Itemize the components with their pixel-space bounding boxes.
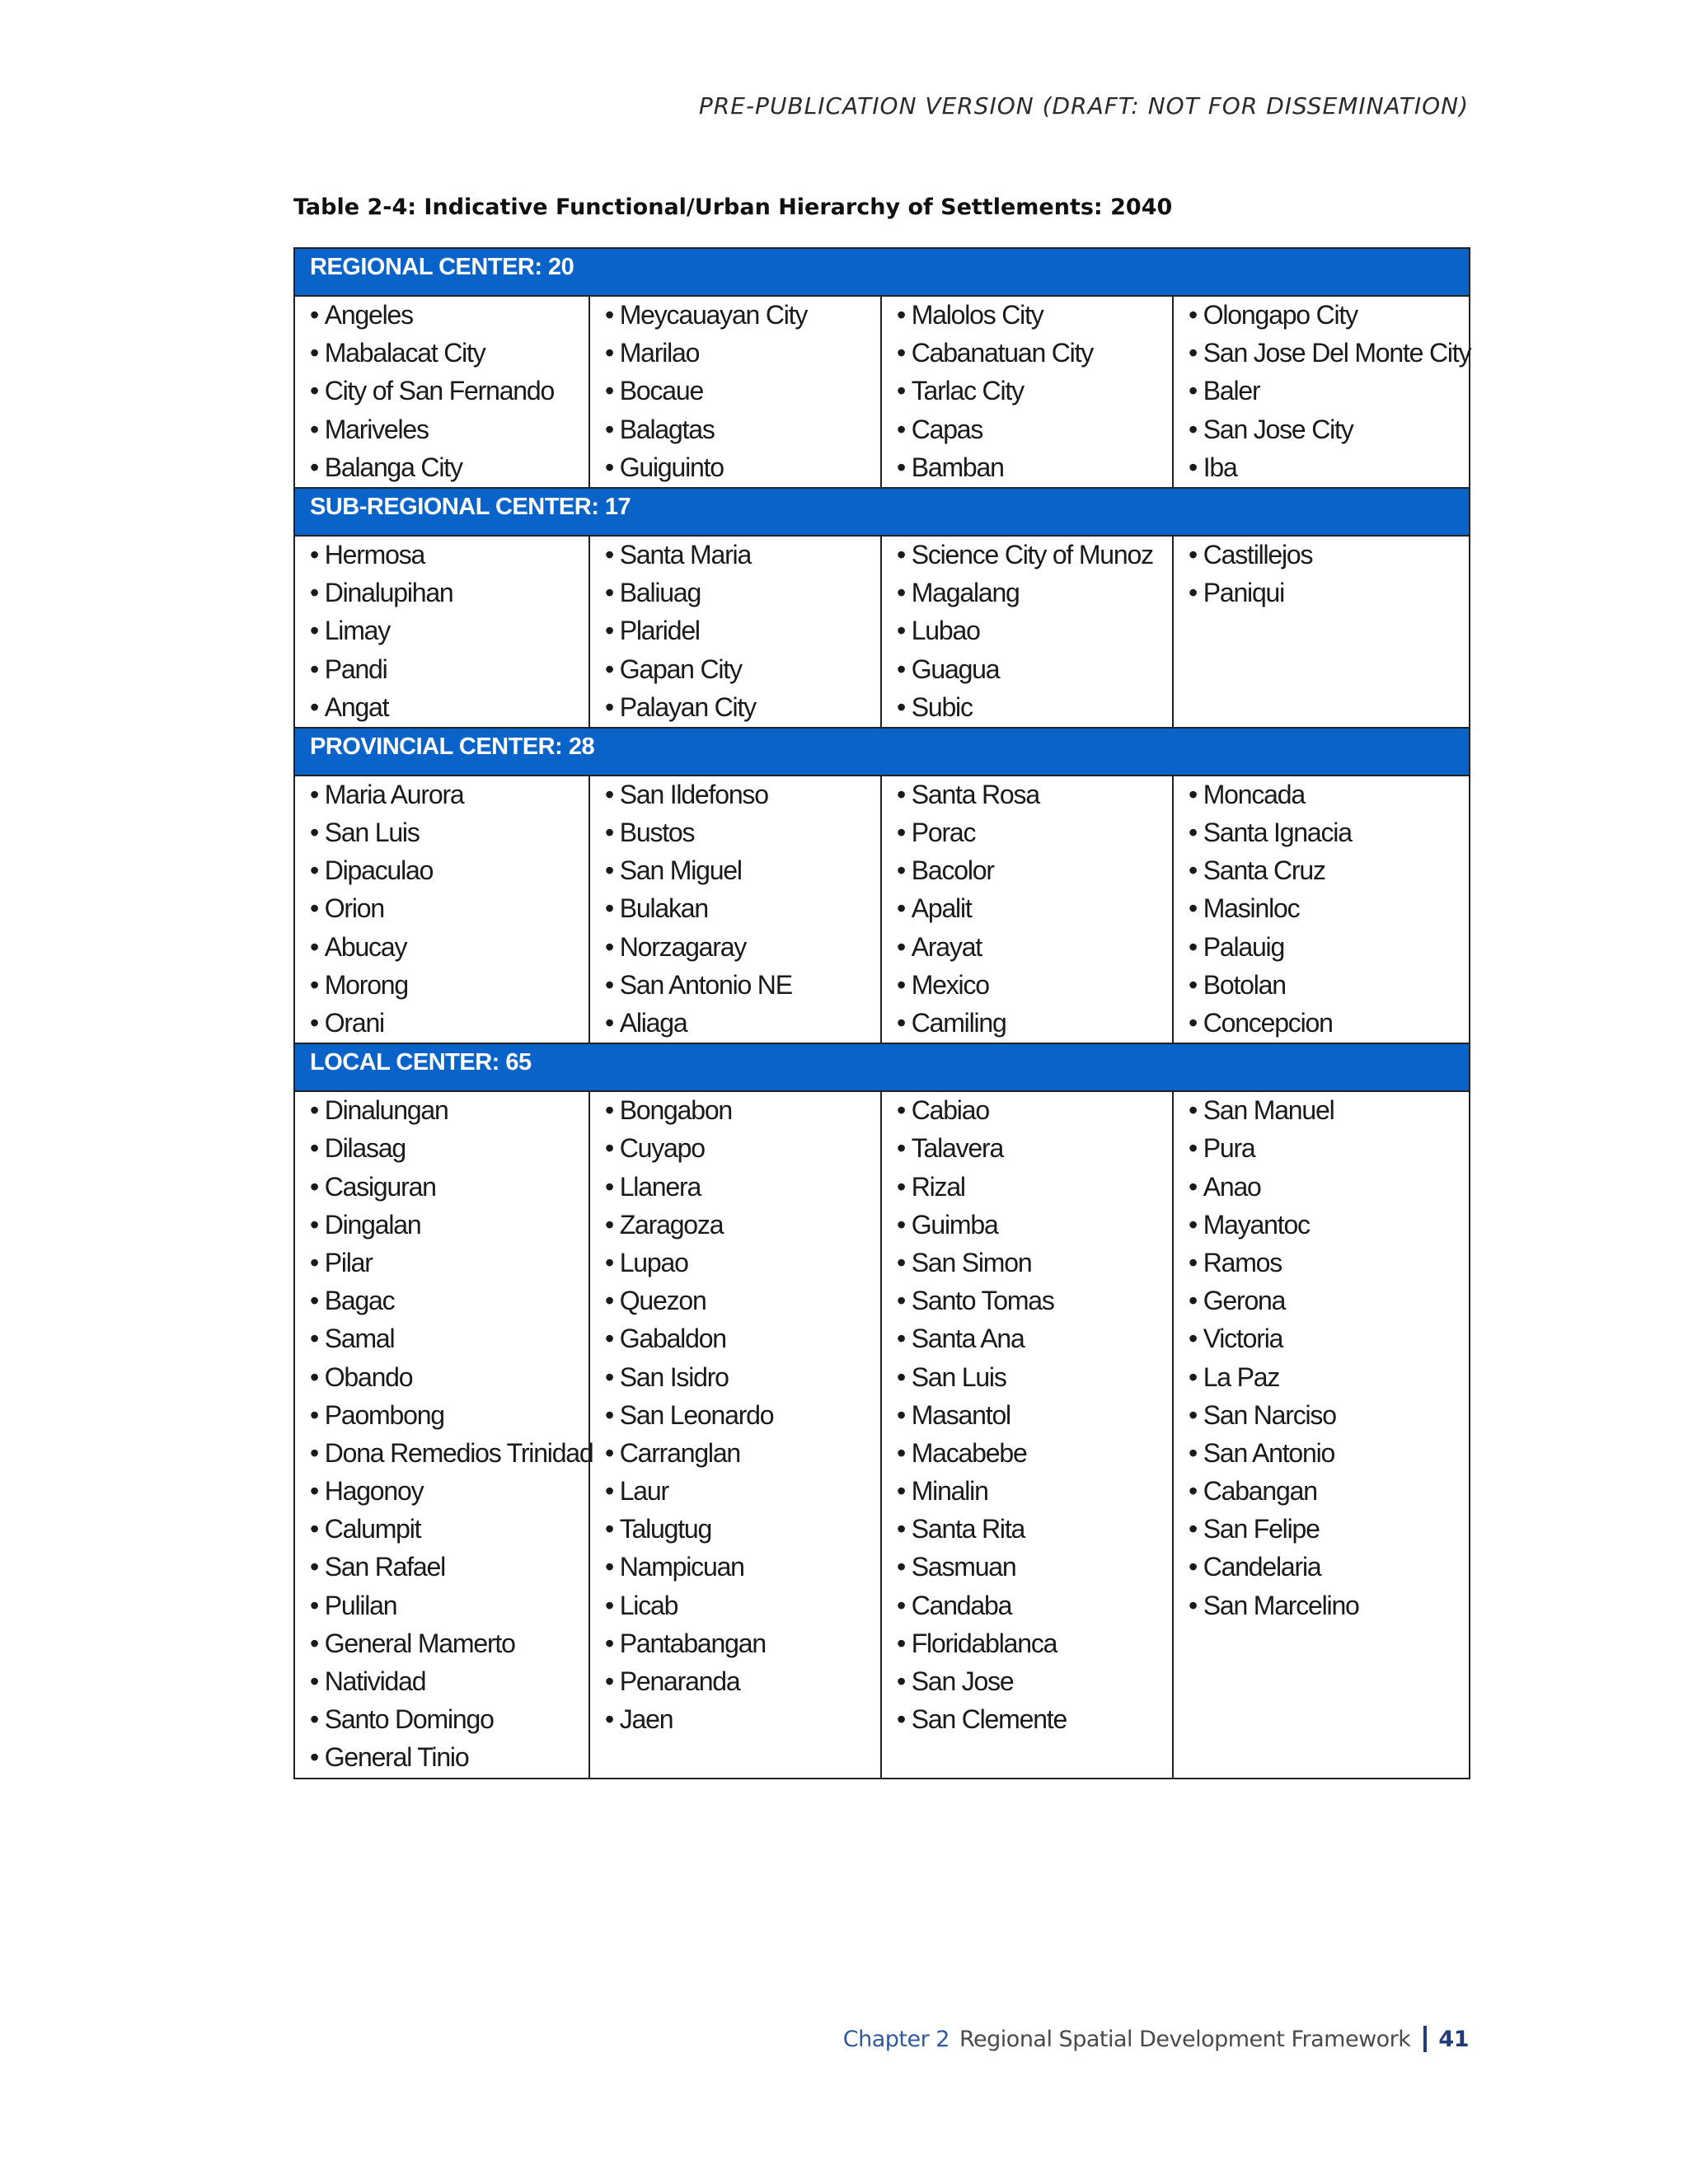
settlement-item: • Bustos bbox=[605, 814, 880, 852]
section-heading: REGIONAL CENTER: 20 bbox=[294, 248, 1470, 296]
settlement-column bbox=[589, 296, 881, 488]
settlement-hierarchy-table bbox=[293, 247, 1470, 1779]
settlement-item: • Moncada bbox=[1189, 776, 1469, 814]
section-header-row bbox=[294, 1043, 1470, 1091]
settlement-item: • Baler bbox=[1189, 373, 1469, 410]
section-heading: PROVINCIAL CENTER: 28 bbox=[294, 728, 1470, 776]
settlement-list bbox=[590, 537, 880, 727]
settlement-column bbox=[881, 296, 1173, 488]
settlement-item: • San Isidro bbox=[605, 1359, 880, 1397]
page-footer bbox=[843, 2026, 1469, 2052]
settlement-item: • Dingalan bbox=[310, 1207, 588, 1244]
settlement-item: • Masinloc bbox=[1189, 890, 1469, 928]
settlement-item: • Nampicuan bbox=[605, 1549, 880, 1586]
settlement-item: • Calumpit bbox=[310, 1511, 588, 1549]
settlement-item: • San Miguel bbox=[605, 852, 880, 890]
settlement-item: • Santo Domingo bbox=[310, 1701, 588, 1739]
section-body-row bbox=[294, 536, 1470, 728]
settlement-item: • Capas bbox=[897, 411, 1172, 449]
settlement-item: • Floridablanca bbox=[897, 1625, 1172, 1663]
settlement-item: • Santa Cruz bbox=[1189, 852, 1469, 890]
settlement-item: • San Antonio bbox=[1189, 1435, 1469, 1473]
settlement-item: • Cabangan bbox=[1189, 1473, 1469, 1511]
settlement-item: • Pantabangan bbox=[605, 1625, 880, 1663]
settlement-item: • Quezon bbox=[605, 1282, 880, 1320]
settlement-item: • Concepcion bbox=[1189, 1005, 1469, 1043]
settlement-item: • San Narciso bbox=[1189, 1397, 1469, 1435]
settlement-list bbox=[882, 297, 1172, 487]
settlement-item: • La Paz bbox=[1189, 1359, 1469, 1397]
settlement-column bbox=[1173, 296, 1470, 488]
settlement-item: • Hermosa bbox=[310, 537, 588, 574]
settlement-item: • San Simon bbox=[897, 1244, 1172, 1282]
settlement-column bbox=[294, 296, 589, 488]
settlement-item: • Palayan City bbox=[605, 689, 880, 727]
settlement-list bbox=[590, 776, 880, 1043]
settlement-item: • Palauig bbox=[1189, 929, 1469, 967]
settlement-item: • San Jose bbox=[897, 1663, 1172, 1701]
settlement-column bbox=[294, 536, 589, 728]
settlement-item: • Iba bbox=[1189, 449, 1469, 487]
settlement-item: • Llanera bbox=[605, 1169, 880, 1207]
settlement-item: • Sasmuan bbox=[897, 1549, 1172, 1586]
settlement-column bbox=[1173, 536, 1470, 728]
settlement-item: • Bocaue bbox=[605, 373, 880, 410]
settlement-item: • Aliaga bbox=[605, 1005, 880, 1043]
settlement-list bbox=[590, 1092, 880, 1739]
settlement-item: • Gabaldon bbox=[605, 1320, 880, 1358]
settlement-item: • Samal bbox=[310, 1320, 588, 1358]
settlement-item: • City of San Fernando bbox=[310, 373, 588, 410]
settlement-item: • Dipaculao bbox=[310, 852, 588, 890]
settlement-item: • Castillejos bbox=[1189, 537, 1469, 574]
settlement-item: • Gapan City bbox=[605, 651, 880, 689]
settlement-item: • Apalit bbox=[897, 890, 1172, 928]
settlement-item: • Anao bbox=[1189, 1169, 1469, 1207]
settlement-item: • Orani bbox=[310, 1005, 588, 1043]
settlement-item: • Meycauayan City bbox=[605, 297, 880, 335]
settlement-item: • Dinalungan bbox=[310, 1092, 588, 1130]
settlement-item: • Jaen bbox=[605, 1701, 880, 1739]
settlement-item: • Bongabon bbox=[605, 1092, 880, 1130]
settlement-item: • Paniqui bbox=[1189, 574, 1469, 612]
settlement-item: • Zaragoza bbox=[605, 1207, 880, 1244]
section-header-row bbox=[294, 728, 1470, 776]
settlement-item: • Santa Rita bbox=[897, 1511, 1172, 1549]
settlement-item: • Talavera bbox=[897, 1130, 1172, 1168]
settlement-item: • Laur bbox=[605, 1473, 880, 1511]
section-heading: LOCAL CENTER: 65 bbox=[294, 1043, 1470, 1091]
settlement-item: • Pandi bbox=[310, 651, 588, 689]
settlement-column bbox=[881, 536, 1173, 728]
settlement-item: • Penaranda bbox=[605, 1663, 880, 1701]
settlement-item: • Norzagaray bbox=[605, 929, 880, 967]
settlement-item: • Orion bbox=[310, 890, 588, 928]
settlement-item: • San Luis bbox=[897, 1359, 1172, 1397]
settlement-item: • San Rafael bbox=[310, 1549, 588, 1586]
settlement-item: • Bagac bbox=[310, 1282, 588, 1320]
footer-chapter: Chapter 2 bbox=[842, 2026, 950, 2052]
settlement-column bbox=[589, 1091, 881, 1778]
settlement-item: • Cuyapo bbox=[605, 1130, 880, 1168]
settlement-column bbox=[1173, 1091, 1470, 1778]
settlement-item: • Santa Rosa bbox=[897, 776, 1172, 814]
settlement-item: • San Marcelino bbox=[1189, 1587, 1469, 1625]
settlement-item: • Cabanatuan City bbox=[897, 335, 1172, 373]
header-note: PRE-PUBLICATION VERSION (DRAFT: NOT FOR DISSEMINATION) bbox=[698, 92, 1469, 120]
settlement-item: • Masantol bbox=[897, 1397, 1172, 1435]
settlement-item: • Porac bbox=[897, 814, 1172, 852]
settlement-list bbox=[295, 1092, 593, 1777]
section-header-row bbox=[294, 248, 1470, 296]
settlement-item: • Victoria bbox=[1189, 1320, 1469, 1358]
settlement-item: • San Felipe bbox=[1189, 1511, 1469, 1549]
settlement-item: • Balagtas bbox=[605, 411, 880, 449]
settlement-item: • Lupao bbox=[605, 1244, 880, 1282]
settlement-item: • Mexico bbox=[897, 967, 1172, 1005]
settlement-list bbox=[1174, 776, 1469, 1043]
settlement-item: • Santa Ignacia bbox=[1189, 814, 1469, 852]
settlement-item: • Licab bbox=[605, 1587, 880, 1625]
settlement-item: • Paombong bbox=[310, 1397, 588, 1435]
settlement-item: • Science City of Munoz bbox=[897, 537, 1172, 574]
settlement-item: • Ramos bbox=[1189, 1244, 1469, 1282]
settlement-item: • Mariveles bbox=[310, 411, 588, 449]
settlement-item: • Bamban bbox=[897, 449, 1172, 487]
settlement-item: • Candaba bbox=[897, 1587, 1172, 1625]
settlement-column bbox=[881, 1091, 1173, 1778]
settlement-list bbox=[882, 537, 1172, 727]
settlement-list bbox=[1174, 537, 1469, 612]
settlement-item: • Dona Remedios Trinidad bbox=[310, 1435, 588, 1473]
settlement-item: • Dinalupihan bbox=[310, 574, 588, 612]
settlement-item: • Santa Ana bbox=[897, 1320, 1172, 1358]
settlement-item: • Gerona bbox=[1189, 1282, 1469, 1320]
settlement-column bbox=[589, 536, 881, 728]
settlement-list bbox=[882, 776, 1172, 1043]
settlement-item: • Mabalacat City bbox=[310, 335, 588, 373]
settlement-item: • Limay bbox=[310, 612, 588, 650]
settlement-item: • Lubao bbox=[897, 612, 1172, 650]
settlement-item: • Balanga City bbox=[310, 449, 588, 487]
settlement-list bbox=[295, 297, 588, 487]
settlement-column bbox=[294, 776, 589, 1043]
settlement-item: • Guimba bbox=[897, 1207, 1172, 1244]
settlement-item: • San Antonio NE bbox=[605, 967, 880, 1005]
settlement-item: • Maria Aurora bbox=[310, 776, 588, 814]
section-body-row bbox=[294, 296, 1470, 488]
settlement-item: • Magalang bbox=[897, 574, 1172, 612]
section-body-row bbox=[294, 1091, 1470, 1778]
settlement-item: • Santo Tomas bbox=[897, 1282, 1172, 1320]
settlement-item: • Casiguran bbox=[310, 1169, 588, 1207]
settlement-item: • San Jose City bbox=[1189, 411, 1469, 449]
settlement-item: • San Leonardo bbox=[605, 1397, 880, 1435]
settlement-item: • San Clemente bbox=[897, 1701, 1172, 1739]
settlement-item: • Pura bbox=[1189, 1130, 1469, 1168]
settlement-item: • Arayat bbox=[897, 929, 1172, 967]
settlement-item: • Guiguinto bbox=[605, 449, 880, 487]
section-heading: SUB-REGIONAL CENTER: 17 bbox=[294, 488, 1470, 536]
settlement-column bbox=[589, 776, 881, 1043]
section-body-row bbox=[294, 776, 1470, 1043]
settlement-item: • General Tinio bbox=[310, 1739, 588, 1777]
settlement-item: • Marilao bbox=[605, 335, 880, 373]
settlement-list bbox=[1174, 1092, 1469, 1625]
settlement-list bbox=[590, 297, 880, 487]
settlement-item: • Minalin bbox=[897, 1473, 1172, 1511]
settlement-column bbox=[294, 1091, 593, 1778]
settlement-item: • Hagonoy bbox=[310, 1473, 588, 1511]
settlement-item: • Angat bbox=[310, 689, 588, 727]
settlement-item: • Malolos City bbox=[897, 297, 1172, 335]
settlement-item: • Mayantoc bbox=[1189, 1207, 1469, 1244]
settlement-item: • Pulilan bbox=[310, 1587, 588, 1625]
settlement-item: • Carranglan bbox=[605, 1435, 880, 1473]
settlement-item: • Cabiao bbox=[897, 1092, 1172, 1130]
table-body bbox=[294, 248, 1470, 1779]
page-number: 41 bbox=[1438, 2026, 1469, 2052]
settlement-item: • Guagua bbox=[897, 651, 1172, 689]
section-header-row bbox=[294, 488, 1470, 536]
settlement-item: • Candelaria bbox=[1189, 1549, 1469, 1586]
footer-title: Regional Spatial Development Framework bbox=[959, 2026, 1411, 2052]
settlement-item: • Pilar bbox=[310, 1244, 588, 1282]
settlement-item: • Plaridel bbox=[605, 612, 880, 650]
settlement-column bbox=[1173, 776, 1470, 1043]
settlement-item: • San Luis bbox=[310, 814, 588, 852]
settlement-item: • San Jose Del Monte City bbox=[1189, 335, 1469, 373]
settlement-item: • Botolan bbox=[1189, 967, 1469, 1005]
settlement-item: • Olongapo City bbox=[1189, 297, 1469, 335]
settlement-item: • Rizal bbox=[897, 1169, 1172, 1207]
settlement-list bbox=[295, 776, 588, 1043]
settlement-list bbox=[882, 1092, 1172, 1739]
settlement-list bbox=[1174, 297, 1469, 487]
settlement-item: • Camiling bbox=[897, 1005, 1172, 1043]
settlement-item: • Abucay bbox=[310, 929, 588, 967]
settlement-item: • Angeles bbox=[310, 297, 588, 335]
settlement-item: • General Mamerto bbox=[310, 1625, 588, 1663]
settlement-list bbox=[295, 537, 588, 727]
settlement-item: • Talugtug bbox=[605, 1511, 880, 1549]
settlement-column bbox=[881, 776, 1173, 1043]
footer-divider bbox=[1423, 2026, 1427, 2052]
settlement-item: • Santa Maria bbox=[605, 537, 880, 574]
settlement-item: • San Ildefonso bbox=[605, 776, 880, 814]
settlement-item: • Bulakan bbox=[605, 890, 880, 928]
settlement-item: • Natividad bbox=[310, 1663, 588, 1701]
settlement-item: • Bacolor bbox=[897, 852, 1172, 890]
settlement-item: • Macabebe bbox=[897, 1435, 1172, 1473]
table-title: Table 2-4: Indicative Functional/Urban Hierarchy of Settlements: 2040 bbox=[293, 194, 1173, 220]
settlement-item: • Dilasag bbox=[310, 1130, 588, 1168]
settlement-item: • Baliuag bbox=[605, 574, 880, 612]
settlement-item: • Tarlac City bbox=[897, 373, 1172, 410]
settlement-item: • Subic bbox=[897, 689, 1172, 727]
settlement-item: • San Manuel bbox=[1189, 1092, 1469, 1130]
settlement-item: • Obando bbox=[310, 1359, 588, 1397]
settlement-item: • Morong bbox=[310, 967, 588, 1005]
